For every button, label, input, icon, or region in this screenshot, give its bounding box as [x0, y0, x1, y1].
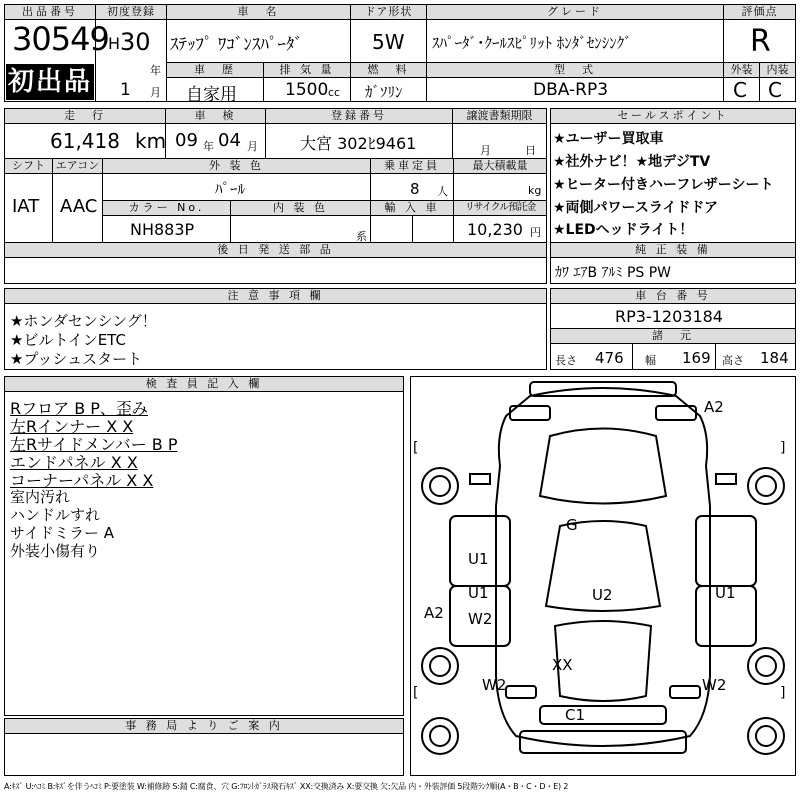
damage-mark: A2 — [424, 604, 444, 622]
inspector-item: 左Rインナー X X — [10, 417, 134, 436]
score-label: 評価点 — [724, 5, 795, 20]
damage-mark: W2 — [468, 610, 493, 628]
colorno: NH883P — [130, 220, 195, 239]
capacity-unit: 人 — [437, 185, 448, 198]
note-item: ★ビルトインETC — [10, 331, 126, 349]
mileage-label: 走 行 — [5, 109, 165, 124]
bracket: ] — [780, 685, 786, 701]
damage-mark: XX — [552, 656, 573, 674]
exterior-label: 外装 — [724, 63, 759, 78]
lot-number: 30549 — [12, 20, 109, 58]
sales-point: ★ユーザー買取車 — [553, 131, 664, 147]
recycle-label: リサイクル預託金 — [454, 201, 546, 216]
capacity: 8 — [410, 180, 420, 198]
damage-mark: A2 — [704, 398, 724, 416]
history: 自家用 — [186, 85, 237, 105]
name-label: 車 名 — [167, 5, 350, 20]
car-name: ｽﾃｯﾌﾟ ﾜｺﾞﾝｽﾊﾟｰﾀﾞ — [170, 35, 303, 55]
fuel: ｶﾞｿﾘﾝ — [365, 83, 403, 101]
ac-label: エアコン — [53, 159, 102, 174]
damage-mark: W2 — [702, 676, 727, 694]
transfer-month-unit: 月 — [480, 144, 491, 157]
damage-mark: U1 — [468, 584, 489, 602]
plate: 大宮 302ﾋ9461 — [300, 134, 417, 153]
inspection-month-unit: 月 — [247, 140, 258, 153]
note-item: ★ホンダセンシング！ — [10, 312, 157, 330]
bracket: ] — [780, 440, 786, 456]
car-diagram — [410, 376, 796, 776]
reg-year: 30 — [120, 28, 151, 56]
mileage: 61,418 — [50, 129, 120, 153]
mileage-unit: km — [135, 129, 167, 153]
inspection-year-unit: 年 — [203, 140, 214, 153]
sales-point: ★LEDヘッドライト！ — [553, 222, 694, 238]
width-label: 幅 — [645, 354, 656, 367]
shift-label: シフト — [5, 159, 52, 174]
transfer-day-unit: 日 — [525, 144, 536, 157]
inspector-item: ハンドルすれ — [10, 506, 101, 524]
lot-label: 出品番号 — [5, 5, 95, 20]
inspector-item: 室内汚れ — [10, 488, 71, 506]
capacity-label: 乗車定員 — [371, 159, 453, 174]
later-parts-label: 後 日 発 送 部 品 — [5, 243, 546, 258]
ac: AAC — [60, 196, 98, 217]
reg-era: H — [108, 34, 121, 53]
fuel-label: 燃 料 — [351, 63, 426, 78]
first-listing-badge: 初出品 — [6, 64, 94, 100]
transfer-label: 譲渡書類期限 — [453, 109, 546, 124]
legend: A:ｷｽﾞ U:ﾍｺﾐ B:ｷｽﾞを伴うﾍｺﾐ P:要塗装 W:補修跡 S:錆 C:腐食、穴 G:ﾌﾛﾝﾄｶﾞﾗｽ飛石ｷｽﾞ XX:交換済み X:要交換 欠:欠品 内・外装評価 5段階ﾗﾝｸ順(A・B・C・D・E) 2 — [4, 782, 569, 791]
load-label: 最大積載量 — [454, 159, 546, 174]
model-label: 型 式 — [427, 63, 723, 78]
inspector-item: コーナーパネル X X — [10, 471, 154, 490]
length: 476 — [595, 349, 624, 367]
reg-label: 初度登録 — [96, 5, 166, 20]
width: 169 — [682, 349, 711, 367]
inspection-year: 09 — [175, 130, 198, 151]
chassis-label: 車 台 番 号 — [551, 289, 795, 304]
door-type: 5W — [372, 30, 405, 54]
sales-label: セールスポイント — [551, 109, 795, 124]
damage-mark: W2 — [482, 676, 507, 694]
import-label: 輸 入 車 — [371, 201, 453, 216]
door-label: ドア形状 — [351, 5, 426, 20]
inspection-label: 車 検 — [166, 109, 265, 124]
color-label: 外 装 色 — [103, 159, 370, 174]
color: ﾊﾟｰﾙ — [215, 180, 246, 198]
damage-mark: U2 — [592, 586, 613, 604]
bracket: [ — [413, 440, 419, 456]
score: R — [750, 24, 771, 59]
height: 184 — [760, 349, 789, 367]
inspector-item: サイドミラー A — [10, 524, 114, 542]
inspection-month: 04 — [218, 130, 241, 151]
inspector-item: エンドパネル X X — [10, 453, 138, 472]
damage-mark: U1 — [715, 584, 736, 602]
grade: ｽﾊﾟｰﾀﾞ･ｸｰﾙｽﾋﾟﾘｯﾄ ﾎﾝﾀﾞｾﾝｼﾝｸﾞ — [432, 34, 632, 52]
interior-color-label: 内 装 色 — [231, 201, 370, 216]
reg-year-unit: 年 — [150, 64, 161, 77]
sales-point: ★社外ナビ！★地デジTV — [553, 154, 711, 170]
grade-label: グレード — [427, 5, 723, 20]
plate-label: 登録番号 — [266, 109, 452, 124]
model: DBA-RP3 — [533, 80, 609, 100]
interior-color-unit: 系 — [356, 230, 367, 243]
bracket: [ — [413, 685, 419, 701]
inspector-label: 検 査 員 記 入 欄 — [5, 377, 403, 392]
displacement: 1500 — [285, 80, 329, 100]
damage-mark: G — [566, 516, 578, 534]
displacement-unit: cc — [328, 86, 341, 99]
recycle-unit: 円 — [530, 226, 541, 239]
length-label: 長さ — [555, 354, 577, 367]
damage-mark: U1 — [468, 550, 489, 568]
height-label: 高さ — [722, 354, 744, 367]
interior-label: 内装 — [760, 63, 795, 78]
office-label: 事 務 局 よ り ご 案 内 — [5, 719, 403, 734]
equipment: ｶﾜ ｴｱB ｱﾙﾐ PS PW — [555, 265, 672, 281]
equipment-label: 純 正 装 備 — [551, 243, 795, 258]
dims-label: 諸 元 — [551, 329, 795, 344]
reg-month: 1 — [120, 80, 131, 100]
sales-point: ★ヒーター付きハーフレザーシート — [553, 177, 774, 193]
note-item: ★プッシュスタート — [10, 350, 143, 368]
interior-grade: C — [768, 78, 782, 102]
chassis-number: RP3-1203184 — [615, 307, 723, 326]
inspector-item: Rフロア B P、歪み — [10, 399, 148, 418]
reg-month-unit: 月 — [150, 86, 161, 99]
history-label: 車 歴 — [167, 63, 263, 78]
load-unit: kg — [528, 184, 542, 197]
sales-point: ★両側パワースライドドア — [553, 200, 719, 216]
notes-label: 注 意 事 項 欄 — [5, 289, 546, 304]
colorno-label: カラー No. — [103, 201, 230, 216]
inspector-item: 左Rサイドメンバー B P — [10, 435, 178, 454]
damage-mark: C1 — [565, 706, 586, 724]
displacement-label: 排 気 量 — [264, 63, 350, 78]
recycle: 10,230 — [467, 220, 523, 239]
inspector-item: 外装小傷有り — [10, 542, 101, 560]
shift: IAT — [12, 196, 40, 217]
exterior-grade: C — [733, 78, 747, 102]
